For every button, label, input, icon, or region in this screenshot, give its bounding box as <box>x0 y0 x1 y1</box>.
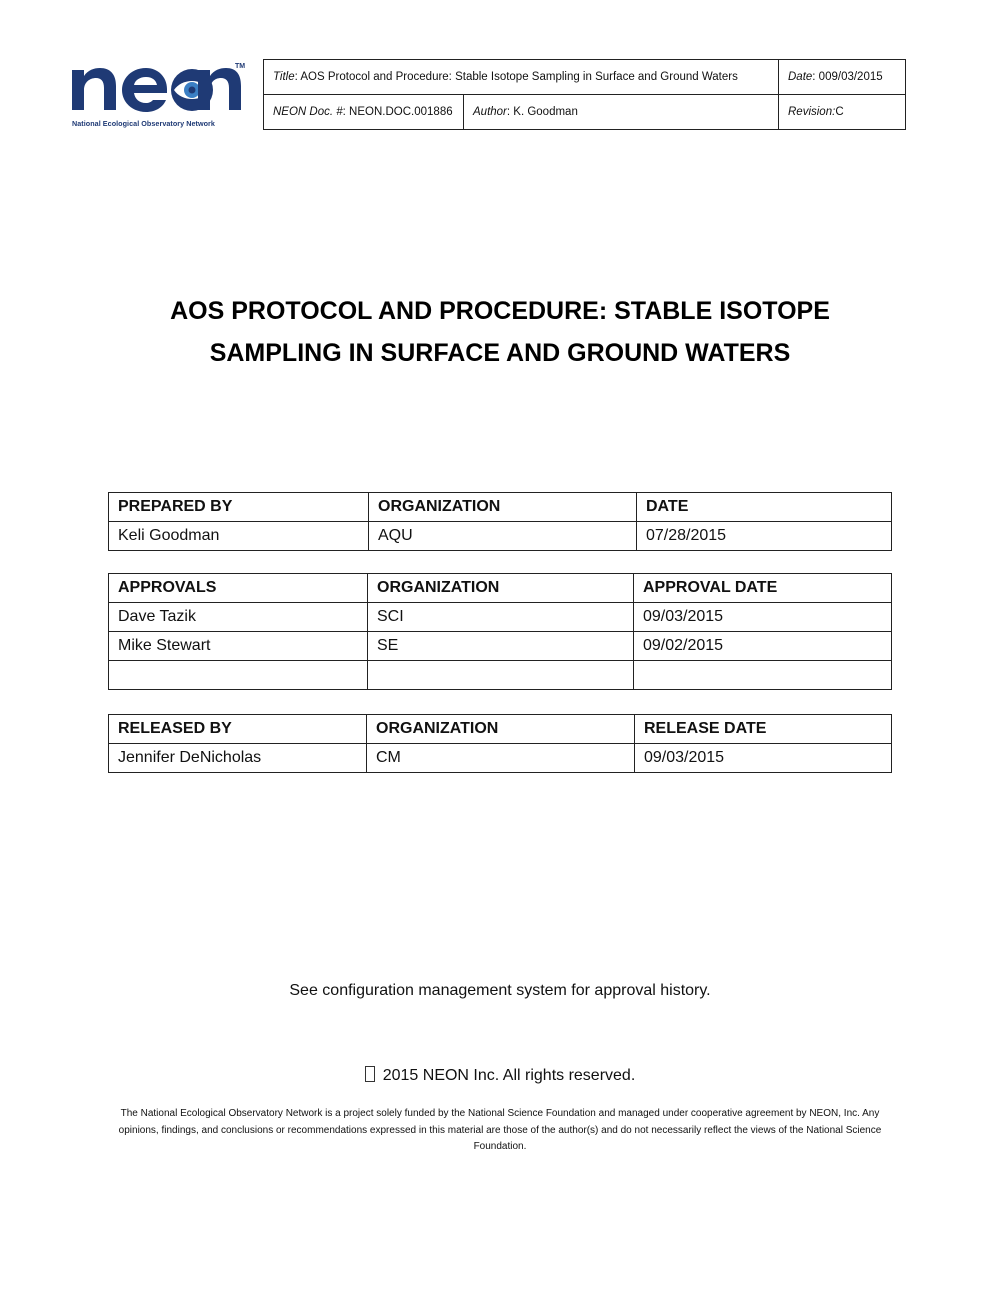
header-date-key: Date <box>788 71 813 83</box>
header-doc-value: : NEON.DOC.001886 <box>342 106 453 118</box>
column-header: PREPARED BY <box>109 493 369 522</box>
header-revision-value: C <box>835 106 844 118</box>
prepared-date: 07/28/2015 <box>637 522 892 551</box>
preparer-name: Keli Goodman <box>109 522 369 551</box>
approver-name: Dave Tazik <box>109 603 368 632</box>
header-date-cell <box>779 60 905 95</box>
header-revision-cell <box>779 95 905 129</box>
table-header-row <box>109 493 892 522</box>
neon-logo-graphic <box>70 60 245 118</box>
approver-name <box>109 661 368 690</box>
releaser-organization: CM <box>367 744 635 773</box>
column-header: ORGANIZATION <box>368 574 634 603</box>
column-header: DATE <box>637 493 892 522</box>
releaser-name: Jennifer DeNicholas <box>109 744 367 773</box>
header-doc-key: NEON Doc. # <box>273 106 343 118</box>
table-row <box>109 661 892 690</box>
header-doc-number-cell <box>264 95 464 129</box>
column-header: APPROVALS <box>109 574 368 603</box>
table-header-row <box>109 574 892 603</box>
preparer-organization: AQU <box>369 522 637 551</box>
approver-name: Mike Stewart <box>109 632 368 661</box>
configuration-management-note: See configuration management system for approval history. <box>289 982 711 999</box>
header-date-value: : 009/03/2015 <box>812 71 883 83</box>
table-row <box>109 744 892 773</box>
header-author-key: Author <box>473 106 507 118</box>
trademark-mark: TM <box>235 63 245 70</box>
header-author-cell <box>464 95 779 129</box>
approval-date <box>634 661 892 690</box>
header-title-cell <box>264 60 779 95</box>
table-row <box>109 603 892 632</box>
table-row <box>109 632 892 661</box>
approvals-table <box>108 573 892 690</box>
copyright-symbol-icon <box>365 1066 375 1082</box>
copyright-line <box>0 1066 1000 1085</box>
column-header: ORGANIZATION <box>367 715 635 744</box>
release-date: 09/03/2015 <box>635 744 892 773</box>
copyright-text: 2015 NEON Inc. All rights reserved. <box>382 1067 636 1084</box>
approver-organization <box>368 661 634 690</box>
document-title-line-1: AOS PROTOCOL AND PROCEDURE: STABLE ISOTOPE <box>170 297 830 325</box>
released-by-table <box>108 714 892 773</box>
logo-caption: National Ecological Observatory Network <box>72 119 215 128</box>
prepared-by-table <box>108 492 892 551</box>
column-header: RELEASED BY <box>109 715 367 744</box>
document-title-line-2: SAMPLING IN SURFACE AND GROUND WATERS <box>209 339 791 367</box>
header-title-value: : AOS Protocol and Procedure: Stable Isotope Sampling in Surface and Ground Waters <box>294 71 738 83</box>
neon-logo <box>70 60 245 132</box>
approval-date: 09/02/2015 <box>634 632 892 661</box>
funding-disclaimer: The National Ecological Observatory Network is a project solely funded by the National Science Foundation and managed under cooperative agreement by NEON, Inc. Any opinions, findings, and conclusions or recommendations expressed in this material are those of the author(s) and do not necessarily reflect the views of the National Science Foundation. <box>118 1108 882 1152</box>
column-header: RELEASE DATE <box>635 715 892 744</box>
header-revision-key: Revision: <box>788 106 836 118</box>
table-header-row <box>109 715 892 744</box>
header-author-value: : K. Goodman <box>506 106 578 118</box>
approver-organization: SE <box>368 632 634 661</box>
table-row <box>109 522 892 551</box>
approver-organization: SCI <box>368 603 634 632</box>
document-header-table <box>263 59 906 130</box>
header-title-key: Title <box>273 71 295 83</box>
document-title <box>100 290 900 374</box>
column-header: APPROVAL DATE <box>634 574 892 603</box>
approval-date: 09/03/2015 <box>634 603 892 632</box>
column-header: ORGANIZATION <box>369 493 637 522</box>
